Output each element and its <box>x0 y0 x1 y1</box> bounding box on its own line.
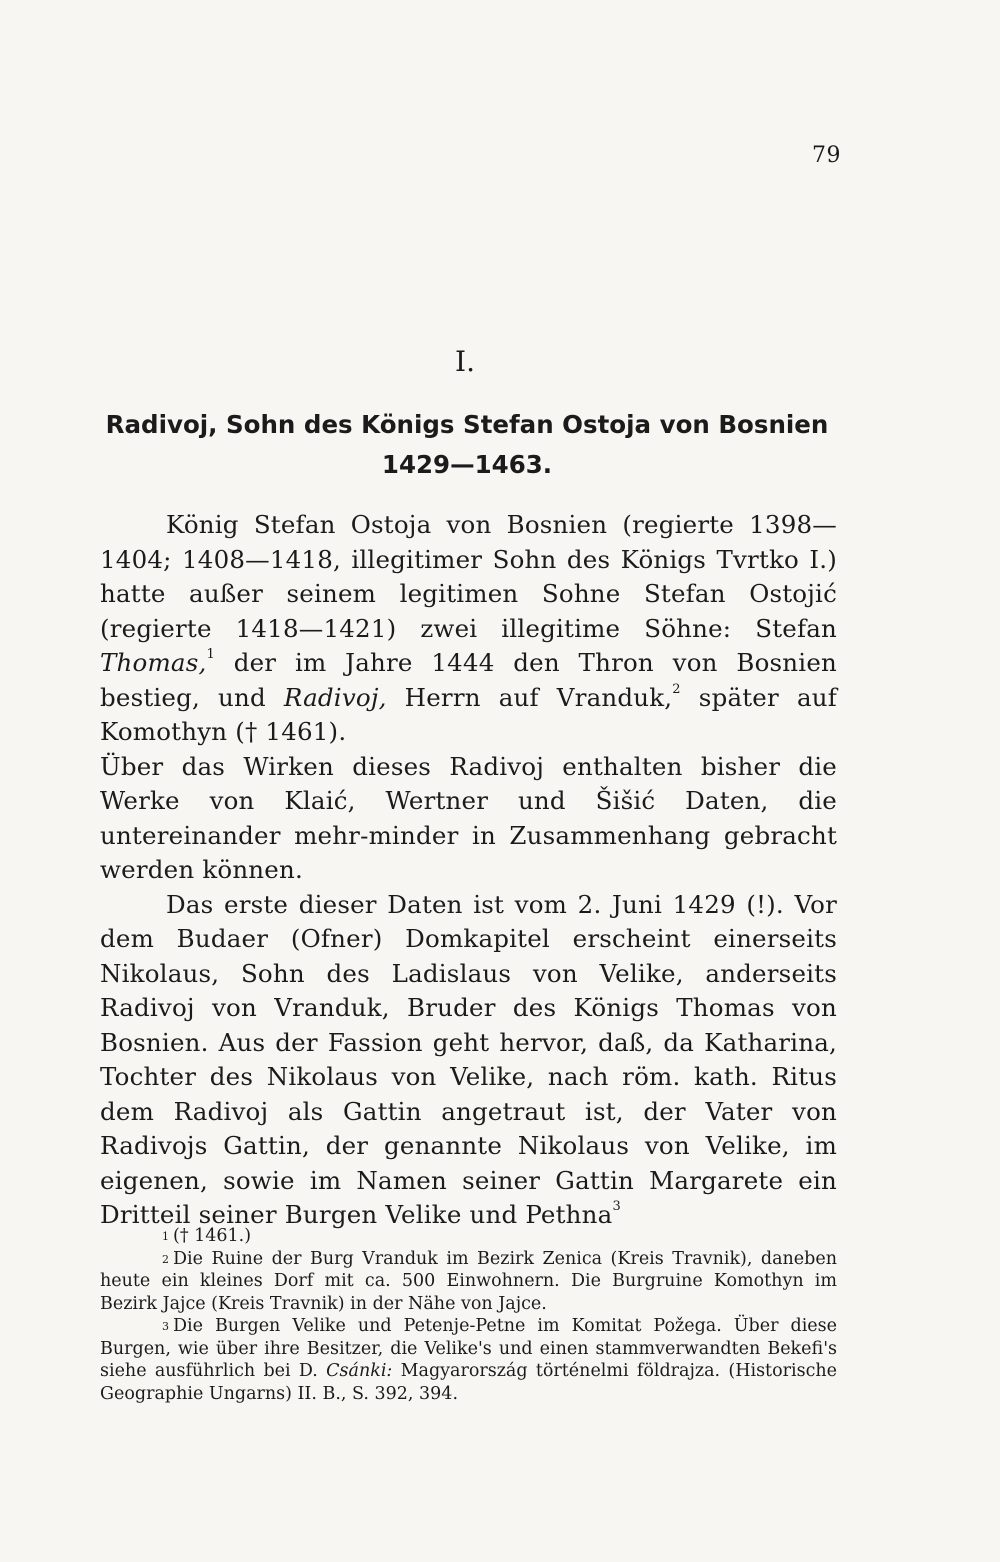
paragraph-3 <box>100 888 837 1233</box>
paragraph-1-text-b: der im Jahre 1444 den Thron von Bosnien bestieg, und <box>100 648 837 712</box>
paragraph-1-text-d: später auf Komothyn († 1461). <box>100 682 837 746</box>
chapter-title-line1: Radivoj, Sohn des Königs Stefan Ostoja von Bosnien <box>105 410 829 439</box>
footnote-1-text: († 1461.) <box>173 1226 252 1246</box>
footnote-3-number: 3 <box>162 1320 169 1333</box>
footnote-2-number: 2 <box>162 1252 169 1266</box>
page-number: 79 <box>812 143 841 168</box>
footnote-1 <box>100 1225 837 1248</box>
chapter-numeral: I. <box>455 345 475 378</box>
footnote-2-text: Die Ruine der Burg Vranduk im Bezirk Zenica (Kreis Travnik), daneben heute ein kleines Dorf mit ca. 500 Einwohnern. Die Burgruine Komothyn im Bezirk Jajce (Kreis Travnik) in der Nähe von Jajce. <box>100 1248 837 1314</box>
body-text <box>100 508 837 1233</box>
footnote-ref-2: 2 <box>672 681 681 697</box>
footnote-ref-3: 3 <box>612 1199 621 1214</box>
footnote-ref-1: 1 <box>206 647 215 662</box>
paragraph-2: Über das Wirken dieses Radivoj enthalten bisher die Werke von Klaić, Wertner und Šišić Daten, die untereinander mehr-minder in Zusammenhang gebracht werden können. <box>100 751 837 884</box>
footnote-3-text-a: Die Burgen Velike und Petenje-Petne im Komitat Požega. Über diese Burgen, wie über ihre Besitzer, die Velike's und einen stammverwandten Bekefi's siehe ausführlich bei D. <box>100 1316 837 1381</box>
footnote-3-text-b: Magyarország történelmi földrajza. (Historische Geographie Ungarns) II. B., S. 392, 394. <box>100 1361 837 1404</box>
paragraph-1-text-c: Herrn auf Vranduk, <box>386 682 673 712</box>
name-radivoj: Radivoj, <box>283 682 387 712</box>
footnote-2 <box>100 1248 837 1316</box>
paragraph-1-text-a: König Stefan Ostoja von Bosnien (regierte 1398—1404; 1408—1418, illegitimer Sohn des Königs Tvrtko I.) hatte außer seinem legitimen Sohne Stefan Ostojić (regierte 1418—1421) zwei illegitime Söhne: Stefan <box>100 510 837 643</box>
footnote-3-author: Csánki: <box>326 1361 393 1381</box>
chapter-title-line2: 1429—1463. <box>381 450 553 479</box>
paragraph-1 <box>100 508 837 750</box>
footnotes <box>100 1225 837 1405</box>
name-thomas: Thomas, <box>100 648 207 677</box>
footnote-1-number: 1 <box>162 1230 169 1243</box>
footnote-3 <box>100 1315 837 1405</box>
chapter-title <box>97 405 837 485</box>
paragraph-3-text: Das erste dieser Daten ist vom 2. Juni 1429 (!). Vor dem Budaer (Ofner) Domkapitel erscheint einerseits Nikolaus, Sohn des Ladislaus von Velike, anderseits Radivoj von Vranduk, Bruder des Königs Thomas von Bosnien. Aus der Fassion geht hervor, daß, da Katharina, Tochter des Nikolaus von Velike, nach röm. kath. Ritus dem Radivoj als Gattin angetraut ist, der Vater von Radivojs Gattin, der genannte Nikolaus von Velike, im eigenen, sowie im Namen seiner Gattin Margarete ein Dritteil seiner Burgen Velike und Pethna <box>100 889 837 1229</box>
